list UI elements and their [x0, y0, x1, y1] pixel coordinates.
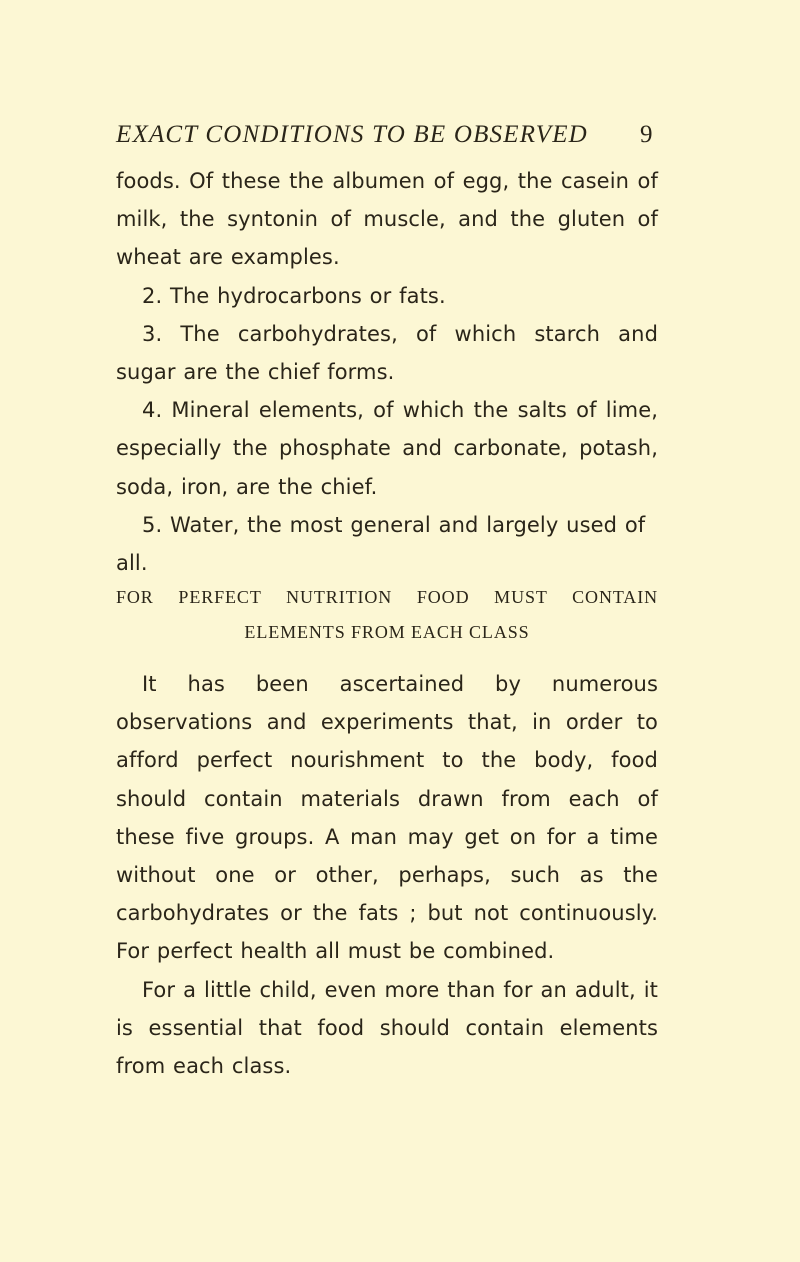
- subheading-line-2: ELEMENTS FROM EACH CLASS: [244, 622, 530, 642]
- subheading-line-1: FOR PERFECT NUTRITION FOOD MUST CONTAIN: [116, 587, 658, 607]
- paragraph-carbohydrates: 3. The carbohydrates, of which starch and sugar are the chief forms.: [116, 321, 658, 385]
- paragraph-mineral-elements: 4. Mineral elements, of which the salts of lime, especially the phosphate and carbonate, potash, soda, iron, are the chief.: [116, 398, 658, 499]
- paragraph-five-groups: It has been ascertained by numerous observations and experiments that, in order to afford perfect nourishment to the body, food should contain materials drawn from each of these five groups. A man may get on for a time without one or other, perhaps, such as the carbohydrates or the fats ; but not continuously. For perfect health all must be combined.: [116, 672, 658, 964]
- page-number: 9: [640, 121, 653, 148]
- section-subheading: [116, 580, 658, 650]
- running-head-title: EXACT CONDITIONS TO BE OBSERVED: [116, 121, 588, 148]
- paragraph-little-child: For a little child, even more than for an adult, it is essential that food should contain elements from each class.: [116, 977, 658, 1079]
- paragraph-hydrocarbons: 2. The hydrocarbons or fats.: [142, 283, 446, 308]
- text-block-food-classes: [116, 162, 658, 582]
- paragraph-proteins-examples: foods. Of these the albumen of egg, the casein of milk, the syntonin of muscle, and the gluten of wheat are examples.: [116, 169, 658, 270]
- paragraph-water: 5. Water, the most general and largely used of all.: [116, 512, 646, 576]
- text-block-perfect-nutrition: [116, 665, 658, 1085]
